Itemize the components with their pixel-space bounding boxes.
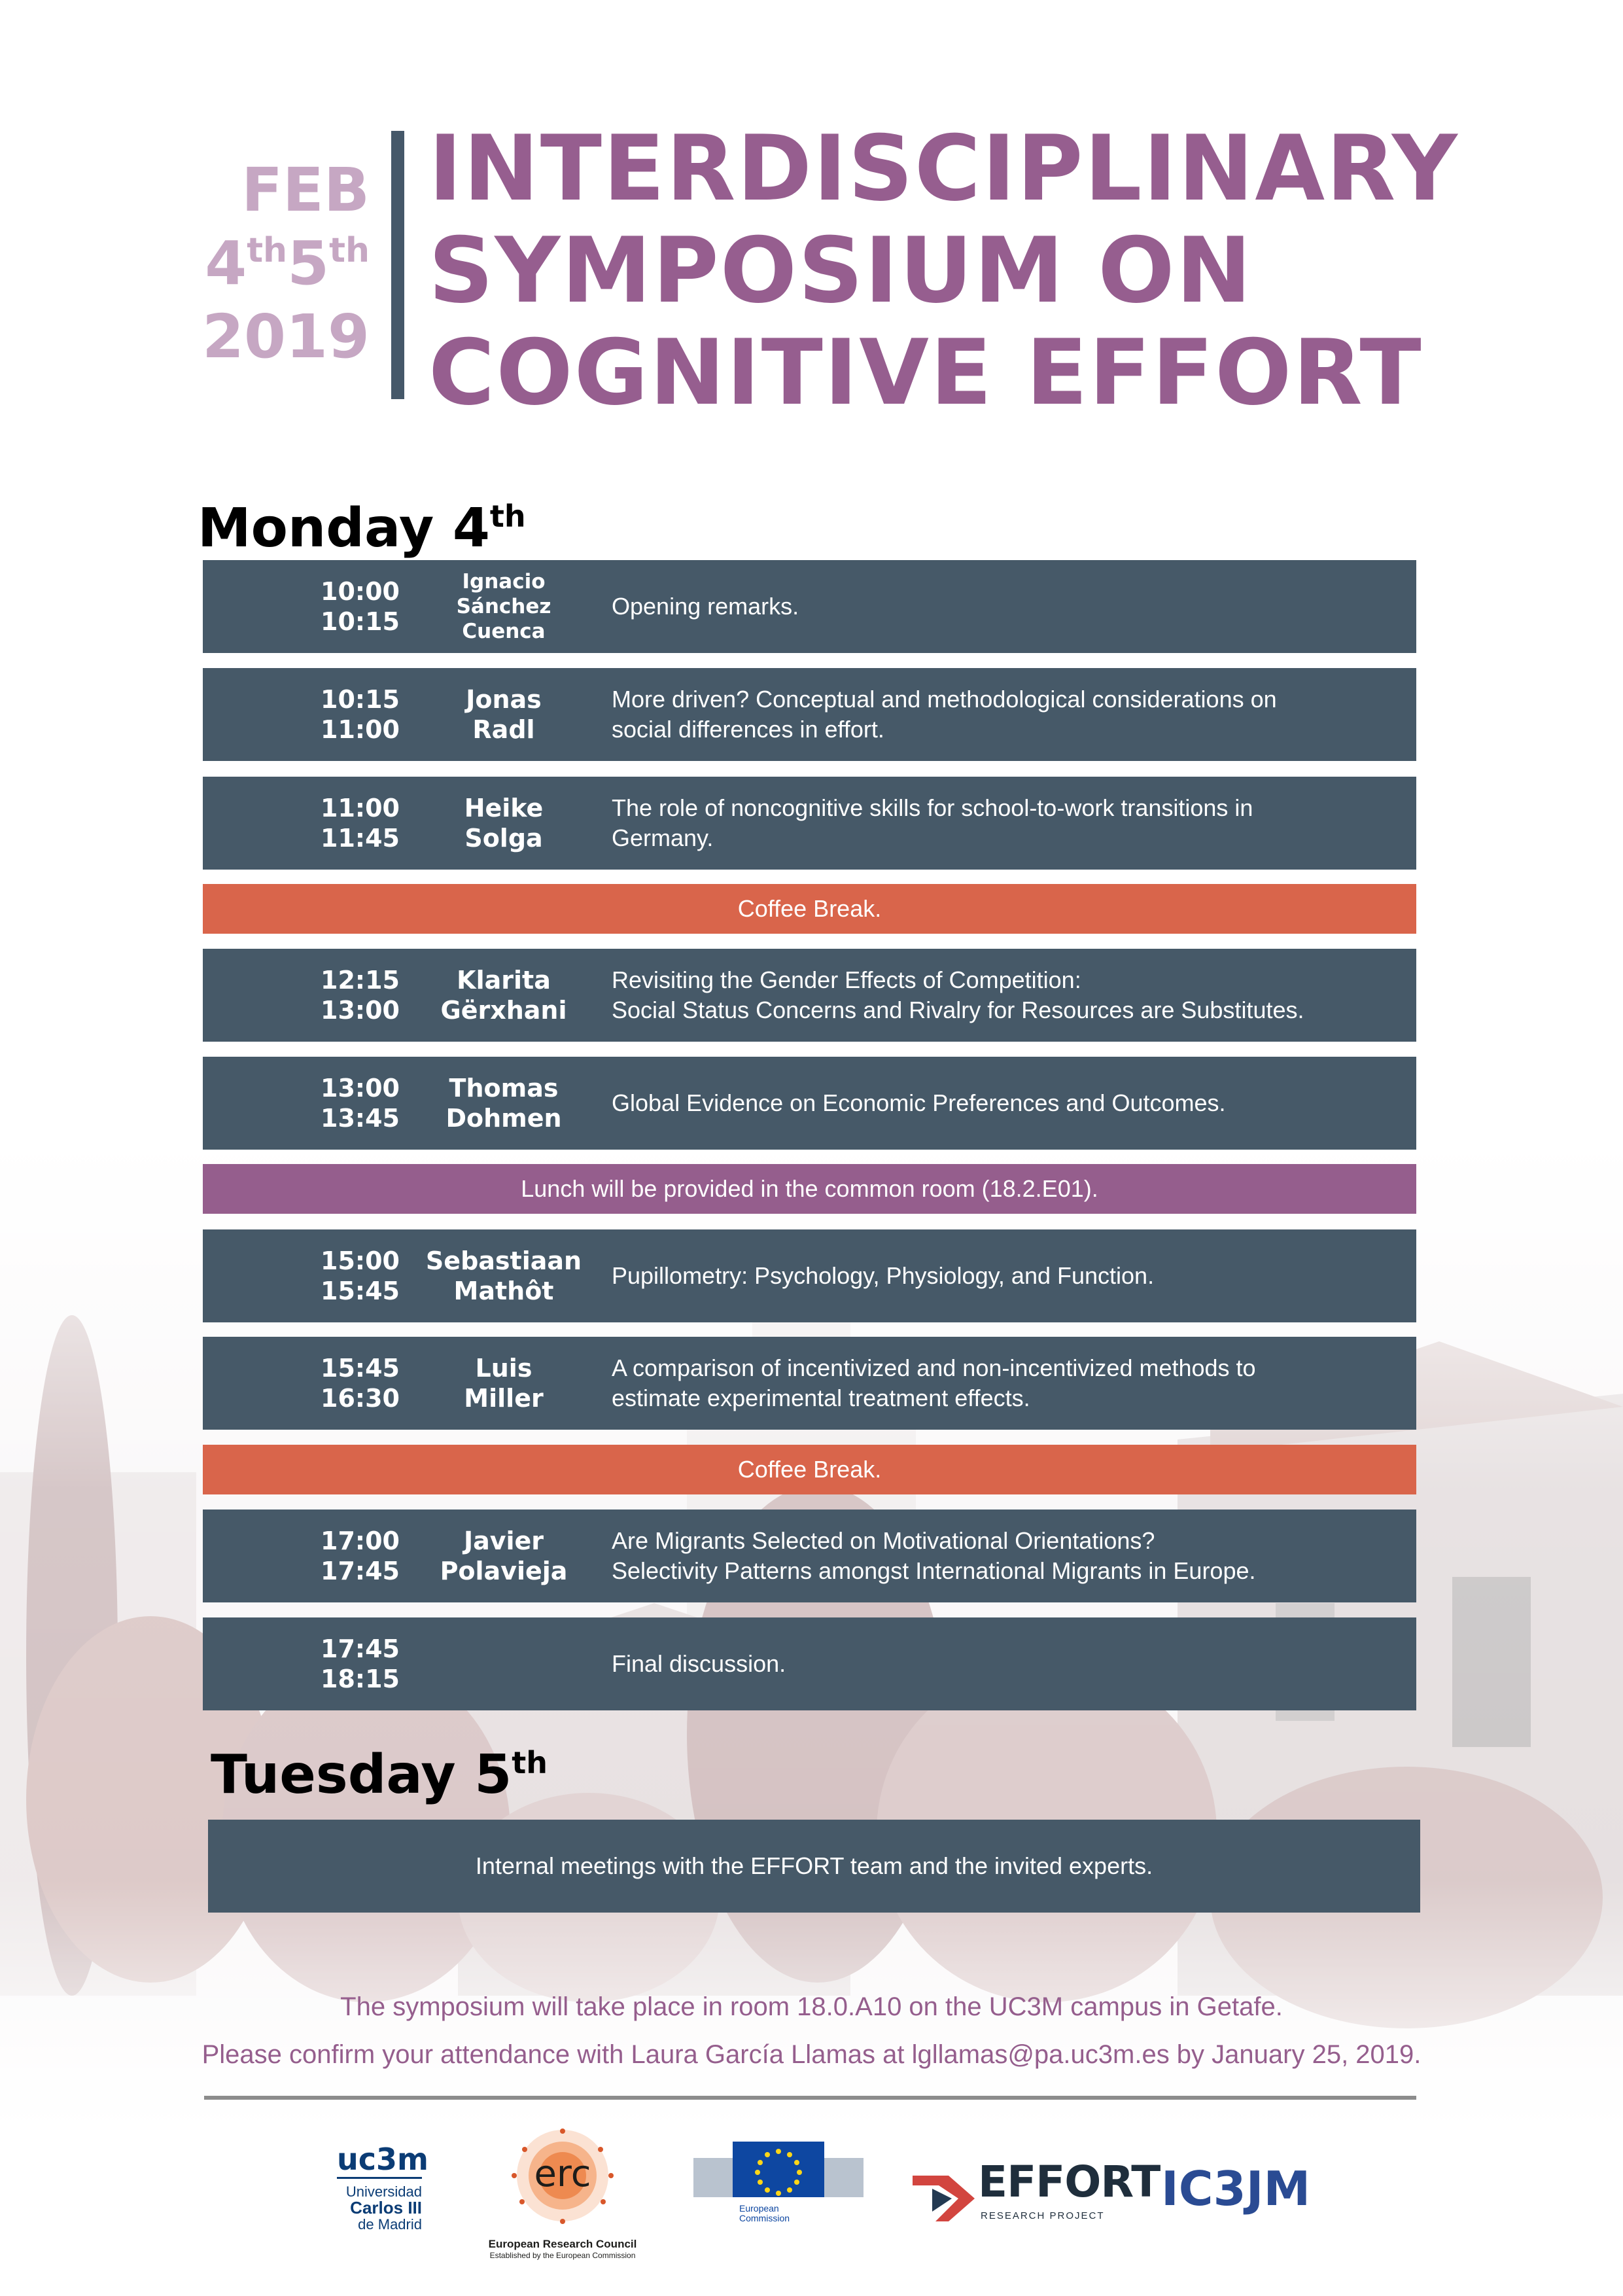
european-commission-logo: European Commission (693, 2138, 864, 2230)
session-row (203, 1337, 1416, 1430)
event-title (428, 118, 1606, 424)
session-speaker: Sebastiaan Mathôt (425, 1246, 582, 1305)
session-talk: The role of noncognitive skills for school-to-work transitions in Germany. (612, 794, 1253, 851)
lunch-bar: Lunch will be provided in the common room (18.2.E01). (203, 1164, 1416, 1214)
coffee-break-bar: Coffee Break. (203, 1445, 1416, 1494)
venue-note: The symposium will take place in room 18.0.A10 on the UC3M campus in Getafe. (340, 1992, 1283, 2021)
session-row (203, 1229, 1416, 1322)
session-time: 17:45 18:15 (321, 1634, 400, 1693)
session-speaker: Javier Polavieja (440, 1527, 568, 1585)
session-speaker: Thomas Dohmen (445, 1074, 562, 1133)
session-time: 13:00 13:45 (321, 1074, 400, 1133)
footer-divider (204, 2096, 1416, 2100)
tuesday-heading: Tuesday 5th (211, 1744, 548, 1806)
ec-building-icon (693, 2138, 864, 2200)
ic3jm-logo: IC3JM (1161, 2161, 1311, 2216)
session-talk: Opening remarks. (612, 593, 799, 620)
date-year: 2019 (201, 302, 370, 372)
session-time: 10:00 10:15 (321, 577, 400, 636)
tuesday-session-row: Internal meetings with the EFFORT team and the invited experts. (208, 1820, 1420, 1913)
session-talk: More driven? Conceptual and methodological considerations on social differences in effort. (612, 686, 1277, 743)
session-speaker: Heike Solga (464, 794, 544, 853)
session-speaker: Jonas Radl (466, 685, 542, 744)
monday-heading: Monday 4th (198, 497, 526, 559)
session-speaker (406, 1617, 602, 1710)
session-row (203, 668, 1416, 761)
session-row (203, 1617, 1416, 1710)
session-speaker: Klarita Gërxhani (440, 966, 567, 1025)
uc3m-logo: uc3m Universidad Carlos III de Madrid (337, 2142, 428, 2233)
session-row (203, 777, 1416, 870)
coffee-break-bar: Coffee Break. (203, 884, 1416, 934)
session-row (203, 949, 1416, 1042)
session-talk: Pupillometry: Psychology, Physiology, and Function. (612, 1262, 1155, 1289)
erc-logo: erc European Research Council Established by the European Commission (484, 2123, 641, 2260)
effort-chevron-icon (913, 2159, 978, 2231)
session-row (203, 1510, 1416, 1602)
session-talk: Revisiting the Gender Effects of Competition: Social Status Concerns and Rivalry for Resources are Substitutes. (612, 966, 1304, 1023)
title-line: SYMPOSIUM ON (428, 218, 1253, 323)
date-month: FEB (241, 155, 370, 225)
session-talk: Final discussion. (612, 1650, 786, 1677)
event-date (190, 154, 370, 374)
session-time: 12:15 13:00 (321, 966, 400, 1025)
session-talk: A comparison of incentivized and non-incentivized methods to estimate experimental treatment effects. (612, 1354, 1256, 1411)
session-row (203, 560, 1416, 653)
session-speaker: Luis Miller (464, 1354, 544, 1413)
uc3m-rule (337, 2177, 422, 2179)
session-talk: Are Migrants Selected on Motivational Orientations? Selectivity Patterns amongst International Migrants in Europe. (612, 1527, 1256, 1584)
session-speaker: Ignacio Sánchez Cuenca (456, 570, 551, 643)
session-time: 17:00 17:45 (321, 1527, 400, 1585)
session-row (203, 1057, 1416, 1150)
session-time: 15:45 16:30 (321, 1354, 400, 1413)
date-days: 4th5th (205, 228, 370, 298)
confirm-note: Please confirm your attendance with Laura García Llamas at lgllamas@pa.uc3m.es by January 25, 2019. (201, 2040, 1422, 2069)
title-line: INTERDISCIPLINARY (428, 116, 1459, 221)
effort-logo: EFFORT RESEARCH PROJECT (913, 2159, 1115, 2231)
title-line: COGNITIVE EFFORT (428, 320, 1423, 425)
session-time: 11:00 11:45 (321, 794, 400, 853)
session-talk: Global Evidence on Economic Preferences and Outcomes. (612, 1089, 1226, 1116)
session-time: 10:15 11:00 (321, 685, 400, 744)
header-divider (391, 131, 404, 399)
session-time: 15:00 15:45 (321, 1246, 400, 1305)
